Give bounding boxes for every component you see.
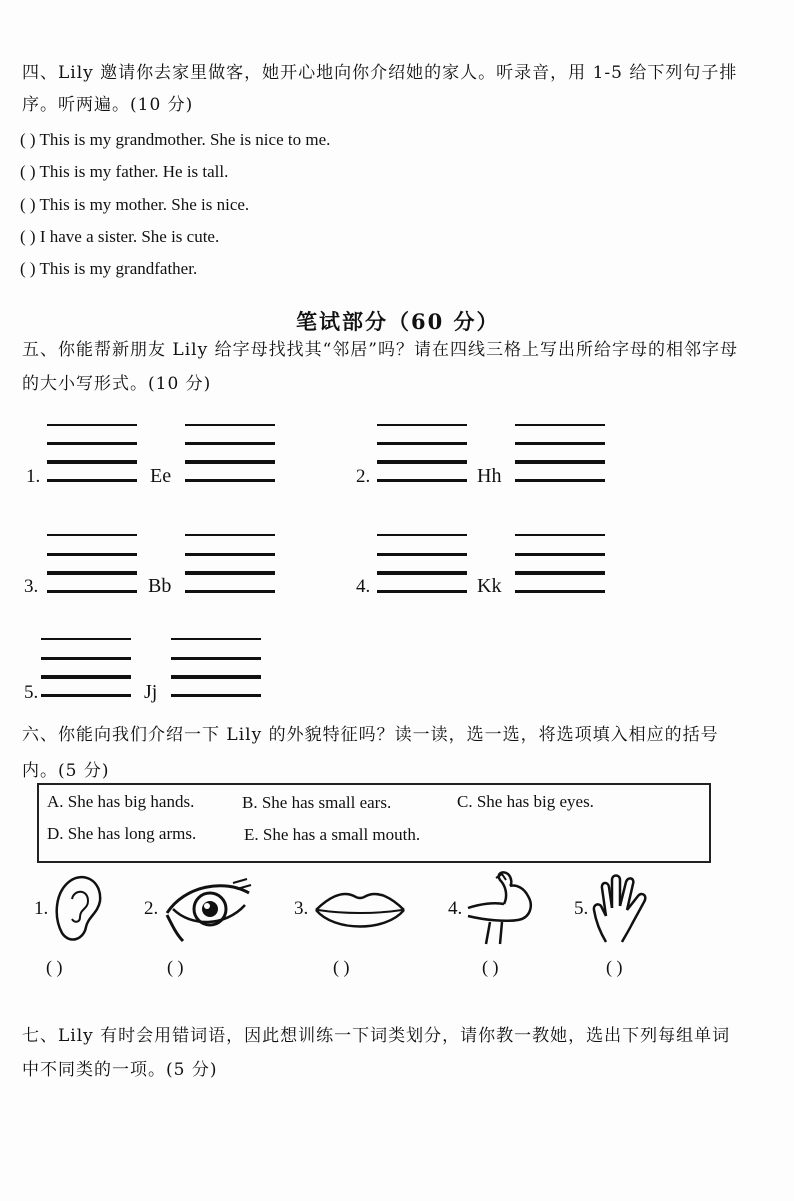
q5-item-3-letters: Bb	[148, 575, 172, 597]
q5-item-2-letters: Hh	[477, 465, 502, 487]
q6-pic-4-answer-blank[interactable]: ( )	[482, 957, 499, 977]
q6-option-e: E. She has a small mouth.	[244, 825, 421, 844]
q4-title-line1: 四、Lily 邀请你去家里做客，她开心地向你介绍她的家人。听录音，用 1-5 给下列句子排	[22, 63, 738, 83]
q4-item-1[interactable]: ( ) This is my grandmother. She is nice to me.	[20, 130, 331, 149]
ear-icon	[52, 873, 104, 945]
q6-pic-5-number: 5.	[574, 898, 589, 919]
q5-title-line1: 五、你能帮新朋友 Lily 给字母找找其“邻居”吗？请在四线三格上写出所给字母的相邻字母	[22, 340, 738, 360]
q6-pic-3-answer-blank[interactable]: ( )	[333, 957, 350, 977]
q7-title-line1: 七、Lily 有时会用错词语，因此想训练一下词类划分，请你教一教她，选出下列每组单词	[22, 1026, 731, 1046]
q6-pic-5-answer-blank[interactable]: ( )	[606, 957, 623, 977]
q6-pic-2-number: 2.	[144, 898, 159, 919]
q4-item-4[interactable]: ( ) I have a sister. She is cute.	[20, 227, 220, 246]
q4-item-2[interactable]: ( ) This is my father. He is tall.	[20, 162, 229, 181]
q6-option-c: C. She has big eyes.	[457, 792, 594, 811]
q6-pic-1-number: 1.	[34, 898, 49, 919]
arm-icon	[466, 870, 536, 946]
q5-item-2-number: 2.	[356, 466, 371, 487]
q5-item-5-number: 5.	[24, 682, 39, 703]
eye-icon	[163, 875, 253, 943]
q6-pic-2-answer-blank[interactable]: ( )	[167, 957, 184, 977]
q5-item-4-number: 4.	[356, 576, 371, 597]
hand-icon	[592, 874, 648, 944]
q6-option-a: A. She has big hands.	[47, 792, 195, 811]
q4-item-5[interactable]: ( ) This is my grandfather.	[20, 259, 198, 278]
q6-pic-3-number: 3.	[294, 898, 309, 919]
q5-item-3-number: 3.	[24, 576, 39, 597]
q5-item-1-letters: Ee	[150, 465, 172, 487]
q6-pic-1-answer-blank[interactable]: ( )	[46, 957, 63, 977]
q6-title-line2: 内。(5 分)	[22, 761, 110, 781]
q5-item-1-number: 1.	[26, 466, 41, 487]
q7-title-line2: 中不同类的一项。(5 分)	[22, 1060, 218, 1080]
q6-pic-4-number: 4.	[448, 898, 463, 919]
q5-item-5-letters: Jj	[144, 681, 158, 703]
q6-option-b: B. She has small ears.	[242, 793, 392, 812]
q5-title-line2: 的大小写形式。(10 分)	[22, 374, 212, 394]
written-section-title: 笔试部分（60 分）	[296, 309, 500, 334]
q5-item-4-letters: Kk	[477, 575, 502, 597]
mouth-icon	[314, 888, 406, 932]
q4-title-line2: 序。听两遍。(10 分)	[22, 95, 194, 115]
q6-option-d: D. She has long arms.	[47, 824, 197, 843]
q4-item-3[interactable]: ( ) This is my mother. She is nice.	[20, 195, 250, 214]
q6-title-line1: 六、你能向我们介绍一下 Lily 的外貌特征吗？读一读，选一选，将选项填入相应的括号	[22, 725, 719, 745]
